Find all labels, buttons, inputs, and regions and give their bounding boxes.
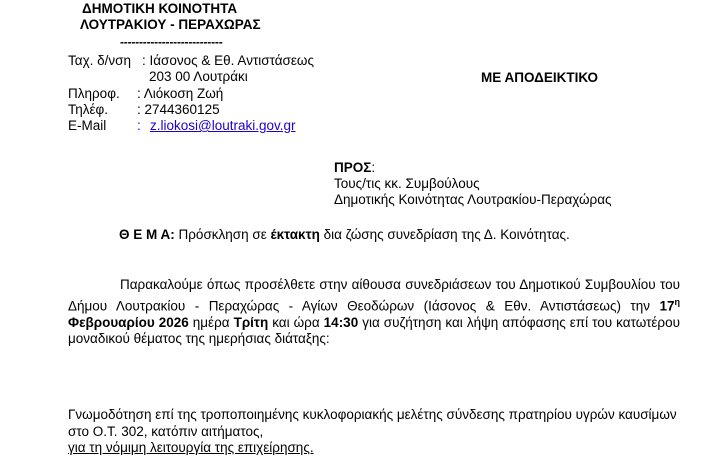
agenda-underlined: για τη νόμιμη λειτουργία της επιχείρησης.	[68, 440, 314, 455]
date-superscript: η	[674, 296, 680, 307]
recipient-label: ΠΡΟΣ	[334, 160, 372, 175]
subject-bold-word: έκτακτη	[270, 227, 320, 242]
delivery-note: ΜΕ ΑΠΟΔΕΙΚΤΙΚΟ	[481, 70, 598, 85]
body-part2: ημέρα	[188, 314, 234, 330]
body-part3: και ώρα	[268, 314, 324, 330]
org-name-line1: ΔΗΜΟΤΙΚΗ ΚΟΙΝΟΤΗΤΑ	[82, 1, 238, 16]
recipient-line2: Δημοτικής Κοινότητας Λουτρακίου-Περαχώρας	[334, 192, 612, 207]
recipient-line1: Τους/τις κκ. Συμβούλους	[334, 176, 480, 191]
meeting-weekday: Τρίτη	[233, 314, 269, 330]
subject-text-before: Πρόσκληση σε	[174, 227, 271, 242]
phone-value: : 2744360125	[137, 102, 220, 117]
subject-label: Θ Ε Μ Α:	[119, 227, 175, 242]
agenda-text: Γνωμοδότηση επί της τροποποιημένης κυκλοφοριακής μελέτης σύνδεσης πρατηρίου υγρών καυσίμων στο Ο.Τ. 302, κατόπιν αιτήματος,	[68, 407, 677, 439]
date-month: Φεβρουαρίου 2026	[68, 314, 189, 330]
date-day: 17	[659, 298, 675, 313]
header-separator: ---------------------------	[120, 35, 223, 49]
address-value: : Ιάσονος & Εθ. Αντιστάσεως	[142, 53, 314, 68]
recipient-colon: :	[371, 160, 376, 175]
email-link[interactable]: z.liokosi@loutraki.gov.gr	[150, 118, 296, 133]
body-part4: για συζήτηση και λήψη απόφασης επί του κατωτέρου μοναδικού θέματος της ημερήσιας διάταξης:	[68, 314, 680, 346]
phone-label: Τηλέφ.	[68, 102, 109, 117]
recipient-heading	[334, 160, 375, 175]
body-paragraph	[68, 277, 680, 348]
org-name-line2: ΛΟΥΤΡΑΚΙΟΥ - ΠΕΡΑΧΩΡΑΣ	[80, 17, 261, 32]
info-value: : Λιόκοση Ζωή	[137, 86, 224, 101]
subject-line	[119, 227, 570, 242]
email-label: E-Mail	[68, 118, 107, 133]
agenda-item	[68, 407, 683, 457]
address-postcode: 203 00 Λουτράκι	[149, 69, 248, 84]
email-colon: :	[137, 118, 141, 133]
address-label: Ταχ. δ/νση	[68, 53, 132, 68]
body-part1: Παρακαλούμε όπως προσέλθετε στην αίθουσα συνεδριάσεων του Δημοτικού Συμβουλίου του Δήμου Λουτρακίου - Περαχώρας - Αγίων Θεοδώρων (Ιάσονος & Εθν. Αντιστάσεως) την	[68, 277, 680, 313]
meeting-time: 14:30	[323, 314, 359, 330]
subject-text-after: δια ζώσης συνεδρίαση της Δ. Κοινότητας.	[319, 227, 570, 242]
info-label: Πληροφ.	[68, 86, 120, 101]
